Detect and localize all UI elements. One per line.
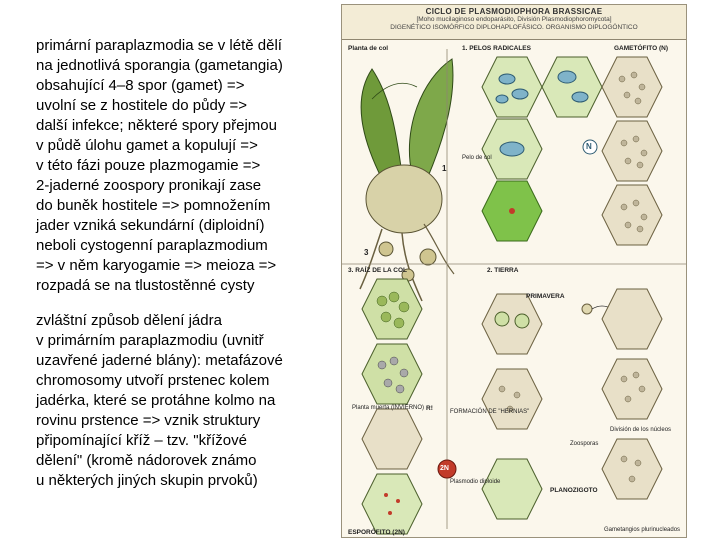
label-one: 1 <box>442 164 447 173</box>
label-n-mark: N <box>586 142 592 151</box>
label-2n-mark: 2N <box>440 465 449 472</box>
label-gametangios: Gametangios plurinucleados <box>604 527 681 533</box>
label-primavera: PRIMAVERA <box>526 293 565 300</box>
life-cycle-figure <box>341 4 687 538</box>
label-three: 3 <box>364 248 369 257</box>
label-pelo-col: Pelo de col <box>462 155 492 161</box>
figure-title: CICLO DE PLASMODIOPHORA BRASSICAE <box>425 7 603 16</box>
figure-subtitle-2: DIGENÉTICO ISOMÓRFICO DIPLOHAPLOFÁSICO. ORGANISMO DIPLOGÓNTICO <box>390 24 638 31</box>
label-planta: Planta de col <box>348 45 389 52</box>
paragraph-life-cycle: primární paraplazmodia se v létě dělí na jednotlivá sporangia (gametangia) obsahující 4–8 spor (gamet) => uvolní se z hostitele do půdy => další infekce; některé spory přejmou v půdě úlohu gamet a kopulují => v této fázi pouze plazmogamie => 2-jaderné zoospory pronikají zase do buněk hostitele => pomnožením jader vzniká sekundární (diploidní) neboli cystogenní paraplazmodium => v něm karyogamie => meioza => rozpadá se na tlustostěnné cysty <box>36 37 283 294</box>
gametophyte-cells <box>482 57 662 245</box>
figure-subtitle: [Moho mucilaginoso endoparásito, División Plasmodiophoromycota] <box>416 16 612 23</box>
label-tierra: 2. TIERRA <box>487 267 519 274</box>
label-invierno: Planta muerta (INVIERNO) <box>352 405 425 411</box>
figure-illustration <box>342 39 687 538</box>
label-raiz-col: 3. RAÍZ DE LA COL <box>348 267 407 274</box>
label-pelos: 1. PELOS RADICALES <box>462 45 531 52</box>
soil-stage-cells <box>482 289 662 519</box>
figure-header <box>342 5 686 40</box>
label-esporofito: ESPORÓFITO (2N) <box>348 529 405 536</box>
label-plasmodio: Plasmodio diploide <box>450 479 501 485</box>
label-division: División de los núcleos <box>610 427 672 433</box>
paragraph-cruciform-division: zvláštní způsob dělení jádra v primárním paraplazmodiu (uvnitř uzavřené jaderné blány): metafázové chromosomy utvoří prstenec kolem jadérka, které se protáhne kolmo na rovinu prstence => vznik struktury připomínající kříž – tzv. "křížové dělení" (kromě nádorovek známo u některých jiných skupin prvoků) <box>36 312 283 489</box>
label-hernias: FORMACIÓN DE "HERNIAS" <box>450 409 530 415</box>
cabbage-plant-drawing <box>360 59 454 301</box>
label-planozigoto: PLANOZIGOTO <box>550 487 598 494</box>
label-r-mark: R! <box>426 405 433 412</box>
label-gametofito: GAMETÓFITO (N) <box>614 45 669 52</box>
text-column <box>36 36 336 491</box>
label-zoosporas: Zoosporas <box>570 441 599 447</box>
